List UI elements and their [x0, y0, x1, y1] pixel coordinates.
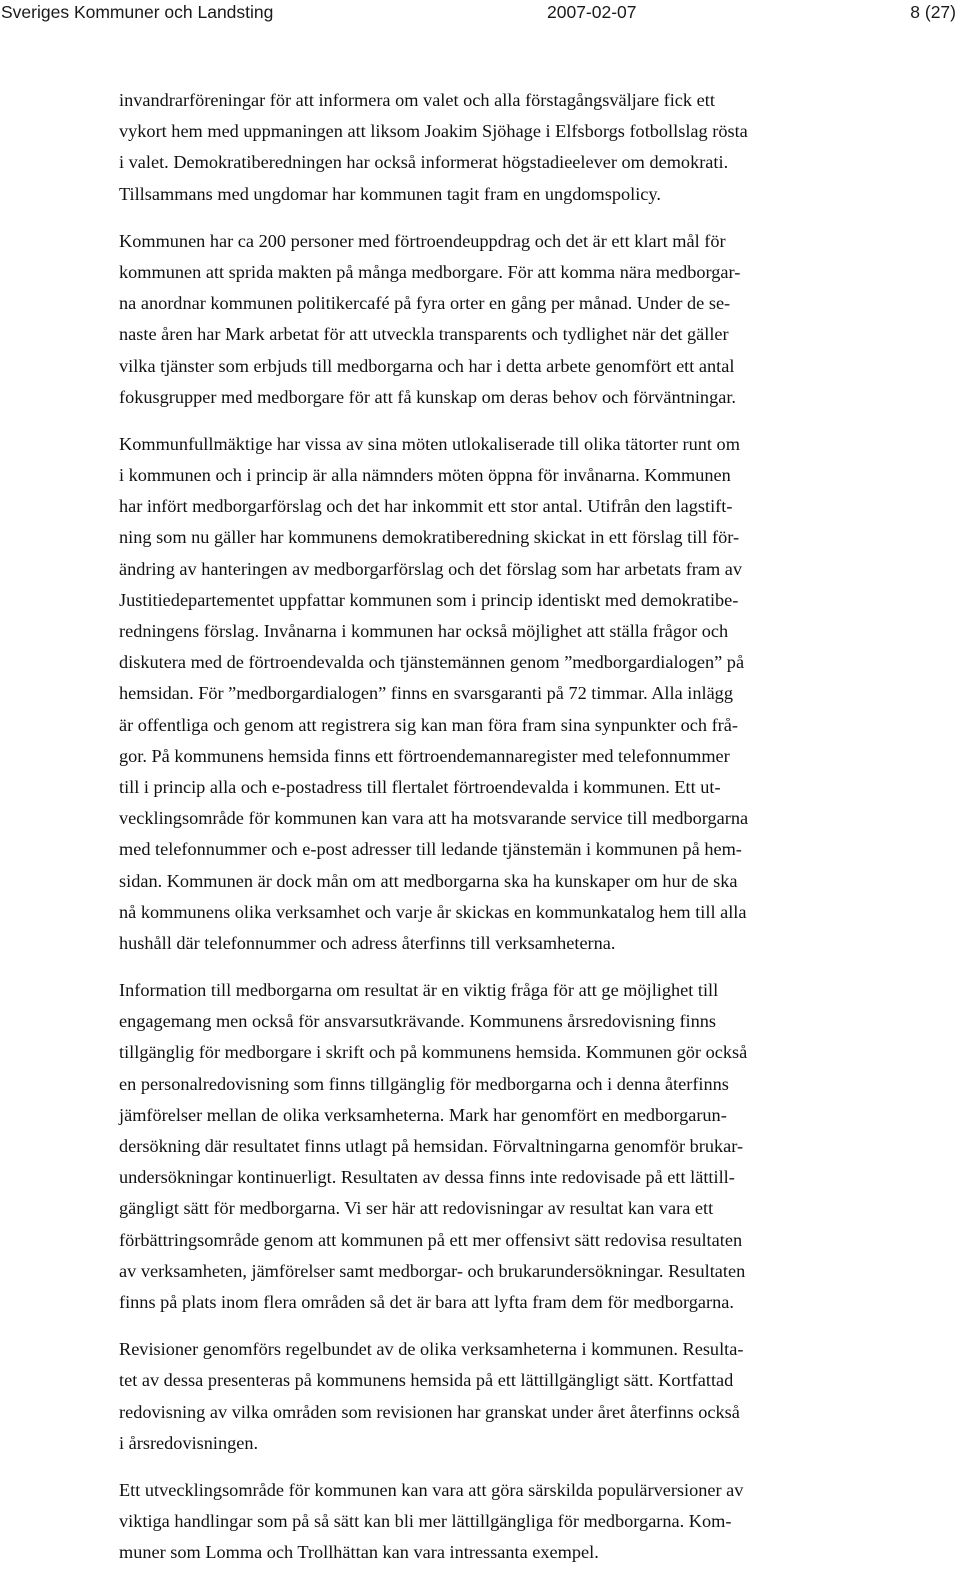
text-line: gor. På kommunens hemsida finns ett förtroendemannaregister med telefonnummer: [119, 745, 730, 766]
text-line: Information till medborgarna om resultat är en viktig fråga för att ge möjlighet till: [119, 980, 719, 1001]
paragraph: [119, 429, 919, 959]
document-body: [119, 85, 919, 1584]
text-line: har infört medborgarförslag och det har inkommit ett stor antal. Utifrån den lagstift-: [119, 496, 733, 517]
text-line: jämförelser mellan de olika verksamheterna. Mark har genomfört en medborgarun-: [119, 1104, 727, 1125]
text-line: ändring av hanteringen av medborgarförslag och det förslag som har arbetats fram av: [119, 558, 743, 579]
text-line: gängligt sätt för medborgarna. Vi ser här att redovisningar av resultat kan vara ett: [119, 1198, 714, 1219]
text-line: Revisioner genomförs regelbundet av de olika verksamheterna i kommunen. Resulta-: [119, 1339, 744, 1360]
header-organization: Sveriges Kommuner och Landsting: [1, 2, 274, 22]
text-line: vecklingsområde för kommunen kan vara att ha motsvarande service till medborgarna: [119, 808, 749, 829]
text-line: muner som Lomma och Trollhättan kan vara intressanta exempel.: [119, 1542, 599, 1563]
paragraph: [119, 1334, 919, 1459]
paragraph: [119, 85, 919, 210]
text-line: av verksamheten, jämförelser samt medborgar- och brukarundersökningar. Resultaten: [119, 1260, 746, 1281]
paragraph: [119, 975, 919, 1318]
paragraph: [119, 226, 919, 413]
text-line: dersökning där resultatet finns utlagt på hemsidan. Förvaltningarna genomför brukar-: [119, 1136, 744, 1156]
text-line: finns på plats inom flera områden så det är bara att lyfta fram dem för medborgarna.: [119, 1291, 734, 1312]
page-header: [0, 0, 960, 24]
text-line: Justitiedepartementet uppfattar kommunen som i princip identiskt med demokratibe-: [119, 589, 739, 610]
text-line: fokusgrupper med medborgare för att få kunskap om deras behov och förväntningar.: [119, 386, 736, 407]
text-line: naste åren har Mark arbetat för att utveckla transparents och tydlighet när det gäller: [119, 324, 729, 345]
text-line: na anordnar kommunen politikercafé på fyra orter en gång per månad. Under de se-: [119, 293, 731, 314]
text-line: Kommunfullmäktige har vissa av sina möten utlokaliserade till olika tätorter runt om: [119, 433, 740, 454]
text-line: Ett utvecklingsområde för kommunen kan vara att göra särskilda populärversioner av: [119, 1479, 744, 1500]
text-line: redningens förslag. Invånarna i kommunen har också möjlighet att ställa frågor och: [119, 621, 729, 641]
text-line: tet av dessa presenteras på kommunens hemsida på ett lättillgängligt sätt. Kortfattad: [119, 1370, 734, 1391]
text-line: hushåll där telefonnummer och adress återfinns till verksamheterna.: [119, 932, 616, 953]
text-line: i valet. Demokratiberedningen har också informerat högstadieelever om demokrati.: [119, 152, 729, 173]
paragraph: [119, 1475, 919, 1569]
text-line: invandrarföreningar för att informera om valet och alla förstagångsväljare fick ett: [119, 90, 715, 110]
text-line: hemsidan. För ”medborgardialogen” finns en svarsgaranti på 72 timmar. Alla inlägg: [119, 683, 733, 704]
text-line: kommunen att sprida makten på många medborgare. För att komma nära medborgar-: [119, 261, 741, 282]
header-page-number: 8 (27): [910, 2, 956, 22]
text-line: ning som nu gäller har kommunens demokratiberedning skickat in ett förslag till för-: [119, 527, 740, 548]
text-line: Tillsammans med ungdomar har kommunen tagit fram en ungdomspolicy.: [119, 183, 661, 204]
text-line: nå kommunens olika verksamhet och varje år skickas en kommunkatalog hem till alla: [119, 901, 747, 922]
text-line: vilka tjänster som erbjuds till medborgarna och har i detta arbete genomfört ett antal: [119, 355, 735, 376]
text-line: redovisning av vilka områden som revisionen har granskat under året återfinns också: [119, 1401, 740, 1422]
text-line: diskutera med de förtroendevalda och tjänstemännen genom ”medborgardialogen” på: [119, 652, 745, 673]
text-line: viktiga handlingar som på så sätt kan bli mer lättillgängliga för medborgarna. Kom-: [119, 1511, 732, 1532]
text-line: med telefonnummer och e-post adresser till ledande tjänstemän i kommunen på hem-: [119, 839, 742, 860]
text-line: sidan. Kommunen är dock mån om att medborgarna ska ha kunskaper om hur de ska: [119, 870, 738, 891]
text-line: förbättringsområde genom att kommunen på ett mer offensivt sätt redovisa resultaten: [119, 1229, 743, 1250]
text-line: vykort hem med uppmaningen att liksom Joakim Sjöhage i Elfsborgs fotbollslag rösta: [119, 121, 748, 142]
text-line: Kommunen har ca 200 personer med förtroendeuppdrag och det är ett klart mål för: [119, 230, 726, 251]
text-line: till i princip alla och e-postadress till flertalet förtroendevalda i kommunen. Ett ut-: [119, 776, 721, 797]
text-line: i kommunen och i princip är alla nämnders möten öppna för invånarna. Kommunen: [119, 465, 731, 486]
text-line: engagemang men också för ansvarsutkrävande. Kommunens årsredovisning finns: [119, 1011, 717, 1032]
text-line: undersökningar kontinuerligt. Resultaten av dessa finns inte redovisade på ett lättill-: [119, 1167, 735, 1188]
text-line: tillgänglig för medborgare i skrift och på kommunens hemsida. Kommunen gör också: [119, 1042, 748, 1063]
text-line: är offentliga och genom att registrera sig kan man föra fram sina synpunkter och frå-: [119, 714, 738, 735]
text-line: i årsredovisningen.: [119, 1432, 259, 1453]
text-line: en personalredovisning som finns tillgänglig för medborgarna och i denna återfinns: [119, 1073, 729, 1094]
header-date: 2007-02-07: [547, 2, 637, 22]
